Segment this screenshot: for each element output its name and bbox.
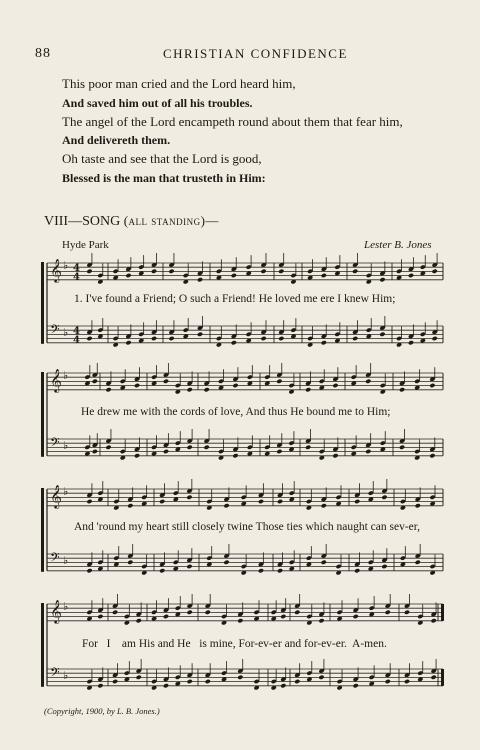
notehead [432,336,438,341]
treble-clef: 𝄞 [50,258,62,282]
page-number: 88 [35,46,51,61]
composer: Lester B. Jones [364,239,432,251]
system-bracket [41,372,44,457]
notehead [353,683,359,688]
notehead [205,679,211,684]
notehead [404,679,410,684]
treble-clef: 𝄞 [50,484,62,508]
treble-clef: 𝄞 [50,368,62,392]
notehead [231,340,237,345]
notehead [294,610,300,615]
time-signature-denominator: 4 [73,335,80,346]
time-signature-numerator: 4 [73,263,80,274]
verse-line: And delivereth them. [62,133,171,147]
notehead [86,336,92,341]
notehead [86,269,92,274]
notehead [232,453,238,458]
notehead [429,383,435,388]
running-head: CHRISTIAN CONFIDENCE [163,46,348,61]
notehead [354,499,360,504]
key-signature-flat: ♭ [63,439,69,452]
notehead [223,503,229,508]
key-signature-flat: ♭ [63,600,69,613]
notehead [187,610,193,615]
notehead [127,560,133,565]
notehead [305,445,311,450]
notehead [278,269,284,274]
notehead [353,614,359,619]
notehead [186,495,192,500]
lyric-line: 1. I've found a Friend; O such a Friend! He loved me ere I knew Him; [74,293,396,305]
notehead [258,568,264,573]
notehead [399,445,405,450]
notehead [278,336,284,341]
final-barline-thick [441,669,444,686]
notehead [136,675,142,680]
notehead [352,269,358,274]
notehead [379,332,385,337]
notehead [258,499,264,504]
notehead [379,277,385,282]
system-bracket [41,262,44,344]
notehead [125,340,131,345]
key-signature-flat: ♭ [63,326,69,339]
system-bracket [41,603,44,687]
time-signature-denominator: 4 [73,272,80,283]
notehead [280,614,286,619]
notehead [431,618,437,623]
notehead [187,445,193,450]
notehead [318,675,324,680]
notehead [127,503,133,508]
notehead [187,679,193,684]
notehead [168,269,174,274]
notehead [237,618,243,623]
copyright: (Copyright, 1900, by L. B. Jones.) [44,706,160,716]
notehead [86,499,92,504]
notehead [97,683,103,688]
music-layer [41,253,444,690]
lyric-line: And 'round my heart still closely twine Those ties which naught can sev-er, [74,521,420,533]
notehead [415,503,421,508]
key-signature-flat: ♭ [63,485,69,498]
verse-line: Oh taste and see that the Lord is good, [62,151,262,166]
notehead [305,387,311,392]
notehead [276,379,282,384]
notehead [260,269,266,274]
notehead [431,675,437,680]
bass-clef: 𝄢 [50,435,60,453]
notehead [159,568,165,573]
time-signature-numerator: 4 [73,326,80,337]
notehead [321,503,327,508]
notehead [321,560,327,565]
notehead [163,379,169,384]
notehead [105,445,111,450]
notehead [134,383,140,388]
notehead [86,568,92,573]
notehead [186,564,192,569]
verse-line: And saved him out of all his troubles. [62,96,253,110]
notehead [163,683,169,688]
notehead [159,499,165,504]
notehead [205,610,211,615]
notehead [385,610,391,615]
notehead [92,379,98,384]
treble-clef: 𝄞 [50,599,62,623]
notehead [112,610,118,615]
notehead [318,618,324,623]
notehead [277,568,283,573]
notehead [223,560,229,565]
notehead [415,560,421,565]
notehead [231,273,237,278]
notehead [163,614,169,619]
key-signature-flat: ♭ [63,669,69,682]
system-bracket [41,488,44,572]
verse-line: The angel of the Lord encampeth round about them that fear him, [62,114,403,129]
notehead [321,273,327,278]
song-number: VIII—SONG [44,214,121,229]
notehead [408,273,414,278]
notehead [352,336,358,341]
bass-clef: 𝄢 [50,322,60,340]
notehead [332,453,338,458]
verse-line: Blessed is the man that trusteth in Him: [62,171,266,185]
notehead [168,336,174,341]
notehead [163,449,169,454]
notehead [332,383,338,388]
notehead [232,383,238,388]
final-barline-thick [441,604,444,621]
notehead [404,610,410,615]
verse-line: This poor man cried and the Lord heard him, [62,76,296,91]
notehead [197,332,203,337]
notehead [204,445,210,450]
key-signature-flat: ♭ [63,259,69,272]
notehead [105,387,111,392]
bass-clef: 𝄢 [50,550,60,568]
notehead [365,379,371,384]
notehead [277,499,283,504]
notehead [365,449,371,454]
notehead [399,387,405,392]
notehead [237,675,243,680]
notehead [134,453,140,458]
notehead [321,340,327,345]
notehead [136,618,142,623]
notehead [151,269,157,274]
key-signature-flat: ♭ [63,369,69,382]
notehead [151,336,157,341]
notehead [260,336,266,341]
notehead [408,340,414,345]
notehead [112,679,118,684]
notehead [197,277,203,282]
notehead [385,679,391,684]
notehead [276,449,282,454]
notehead [280,683,286,688]
notehead [429,453,435,458]
notehead [92,449,98,454]
bass-clef: 𝄢 [50,665,60,683]
notehead [97,614,103,619]
song-direction: (all standing)— [123,213,219,228]
notehead [381,495,387,500]
notehead [204,387,210,392]
lyric-line: He drew me with the cords of love, And thus He bound me to Him; [81,406,391,418]
lyric-line: For I am His and He is mine, For-ev-er and for-ev-er. A-men. [82,638,387,650]
notehead [381,564,387,569]
key-signature-flat: ♭ [63,554,69,567]
notehead [432,269,438,274]
tune-name: Hyde Park [62,239,109,251]
notehead [187,387,193,392]
notehead [294,679,300,684]
notehead [125,273,131,278]
notehead [354,568,360,573]
